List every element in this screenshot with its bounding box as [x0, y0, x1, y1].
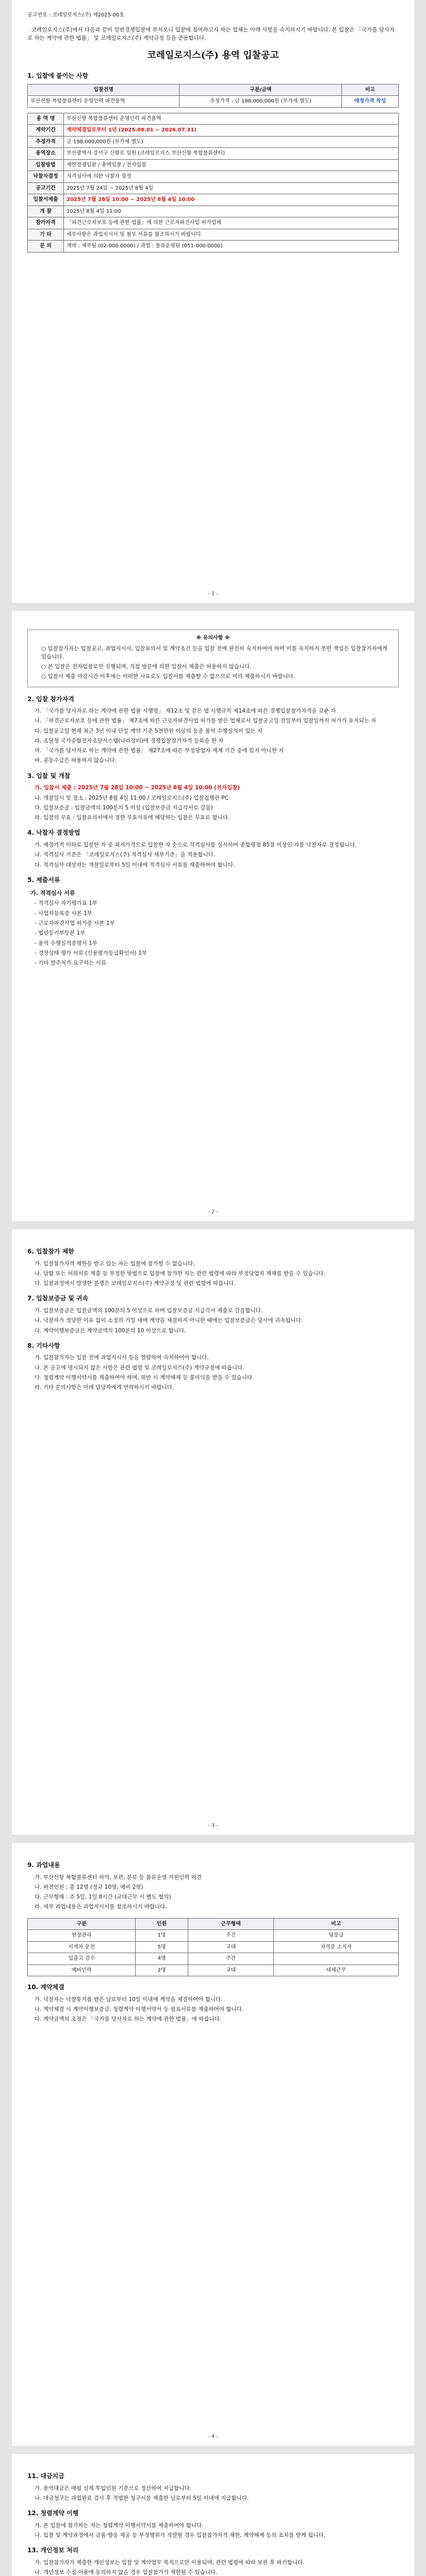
doc-item: - 법인등기부등본 1부 — [35, 930, 86, 937]
doc-item: - 적격심사 자기평가표 1부 — [35, 900, 97, 907]
section-line: 가. 입찰참가자는 입찰 전에 과업지시서 등을 열람하여 숙지하여야 합니다. — [35, 1354, 209, 1361]
staffing-header: 비고 — [274, 1918, 399, 1930]
section-line: 나. 개인정보 수집·이용에 동의하지 않을 경우 입찰참가가 제한될 수 있습니다. — [35, 2569, 218, 2576]
section-line: 나. 파견인원 : 총 12명 (정규 10명, 예비 2명) — [35, 1884, 143, 1890]
row-value: 계약 : 재무팀 (02-000-0000) / 과업 : 물류운영팀 (051-000-0000) — [64, 241, 399, 252]
table-cell: 현장관리 — [28, 1930, 136, 1942]
row-label: 입찰방법 — [28, 159, 64, 171]
doc-item: - 용역 수행실적증명서 1부 — [35, 940, 97, 946]
row-label: 기 타 — [28, 229, 64, 241]
document-page-4 — [12, 1843, 414, 2446]
summary-table — [27, 84, 399, 108]
section-line: 라. 기타 문의사항은 아래 담당자에게 연락하시기 바랍니다. — [35, 1384, 174, 1391]
row-label: 참가자격 — [28, 217, 64, 229]
row-label: 계약기간 — [28, 125, 64, 137]
table-row — [28, 1930, 399, 1942]
section-8-title: 8. 기타사항 — [27, 1342, 60, 1349]
page-number: - 4 - — [208, 2433, 218, 2439]
staffing-header: 구분 — [28, 1918, 136, 1930]
table-cell: 교대 — [188, 1964, 273, 1976]
row-label: 용역장소 — [28, 148, 64, 160]
page-number: - 2 - — [208, 1209, 218, 1215]
page-number: - 3 - — [208, 1822, 218, 1828]
section-line: 나. 대금청구는 과업완료 검사 후 적법한 청구서를 제출한 날로부터 5일 이내에 지급합니다. — [35, 2495, 249, 2501]
section-1-title: 1. 입찰에 붙이는 사항 — [27, 72, 89, 79]
row-label: 추정가격 — [28, 136, 64, 148]
table-cell: 2명 — [136, 1964, 188, 1976]
section-4-title: 4. 낙찰자 결정방법 — [27, 829, 80, 837]
table-cell: 예비인력 — [28, 1964, 136, 1976]
document-page-1 — [12, 0, 414, 603]
staffing-table — [27, 1918, 399, 1977]
section-line: 다. 근무형태 : 주 5일, 1일 8시간 (교대근무 시 별도 협의) — [35, 1894, 171, 1901]
section-11-title: 11. 대금지급 — [27, 2472, 64, 2480]
section-line: 다. 계약이행보증금은 계약금액의 100분의 10 이상으로 합니다. — [35, 1327, 186, 1334]
section-line: 나. 본 공고에 명시되지 않은 사항은 관련 법령 및 코레일로지스(주) 계약규정에 따릅니다. — [35, 1364, 244, 1371]
staffing-header: 인원 — [136, 1918, 188, 1930]
section-line: 나. 담합 또는 허위서류 제출 등 부정한 방법으로 입찰에 참가한 자는 관련 법령에 따라 부정당업자 제재를 받을 수 있습니다. — [35, 1270, 325, 1277]
section-line: 나. 입찰 및 계약과정에서 금품·향응 제공 등 부정행위가 적발될 경우 입찰참가자격 제한, 계약해제 등의 조치를 받게 됩니다. — [35, 2532, 325, 2538]
section-line: 가. 낙찰자는 낙찰통지를 받은 날로부터 10일 이내에 계약을 체결하여야 합니다. — [35, 1996, 223, 2003]
notice-number: 공고번호 : 코레일로지스(주) 제2025-00호 — [27, 12, 125, 18]
doc-item: - 기타 발주처가 요구하는 서류 — [35, 960, 106, 967]
section-line: 라. 세부 과업내용은 과업지시서를 참조하시기 바랍니다. — [35, 1904, 167, 1910]
section-line: 마. 「국가를 당사자로 하는 계약에 관한 법률」 제27조에 따른 부정당업자 제재 기간 중에 있지 아니한 자 — [35, 748, 284, 754]
document-page-5 — [12, 2454, 414, 2576]
section-7-title: 7. 입찰보증금 및 귀속 — [27, 1295, 89, 1302]
table-row — [28, 1953, 399, 1965]
section-line: 나. 개찰일시 및 장소 : 2025년 8월 4일 11:00 / 코레일로지스(주) 입찰집행관 PC — [35, 794, 228, 801]
section-9-title: 9. 과업내용 — [27, 1861, 60, 1869]
summary-header: 입찰건명 — [28, 84, 179, 96]
section-line: 다. 적격심사 대상자는 개찰일로부터 5일 이내에 적격심사 서류를 제출하여야 합니다. — [35, 861, 235, 868]
page-number: - 1 - — [208, 590, 218, 597]
table-cell: 5명 — [136, 1941, 188, 1953]
section-line: 라. 조달청 국가종합전자조달시스템(나라장터)에 경쟁입찰참가자격 등록을 한 자 — [35, 737, 224, 744]
row-value: 부산신항 복합물류센터 운영인력 파견용역 — [64, 113, 399, 125]
row-label: 입찰서제출 — [28, 194, 64, 206]
table-cell: 1명 — [136, 1930, 188, 1942]
table-cell: 자격증 소지자 — [274, 1941, 399, 1953]
doc-item: - 근로자파견사업 허가증 사본 1부 — [35, 920, 115, 926]
table-cell: 4명 — [136, 1953, 188, 1965]
section-line: 가. 「국가를 당사자로 하는 계약에 관한 법률 시행령」 제12조 및 같은 법 시행규칙 제14조에 따른 경쟁입찰참가자격을 갖춘 자 — [35, 708, 336, 715]
section-13-title: 13. 개인정보 처리 — [27, 2547, 79, 2554]
section-5-title: 5. 제출서류 — [27, 876, 60, 884]
row-label: 용 역 명 — [28, 113, 64, 125]
section-line: 가. 부산신항 복합물류센터 하역, 보관, 분류 등 물류운영 지원인력 파견 — [35, 1874, 202, 1880]
summary-note: 예정가격 작성 — [342, 96, 399, 108]
row-value: 적격심사에 의한 낙찰자 결정 — [64, 171, 399, 183]
details-table — [27, 113, 399, 252]
row-value: 2025년 7월 24일 ~ 2025년 8월 4일 — [64, 182, 399, 194]
table-cell: 주간 — [188, 1930, 273, 1942]
document-title: 코레일로지스(주) 용역 입찰공고 — [147, 50, 279, 61]
doc-item: - 경영상태 평가 서류 (신용평가등급확인서) 1부 — [35, 950, 147, 956]
section-sub: 가. 적격심사 서류 — [30, 890, 75, 897]
section-line: 다. 계약금액의 조정은 「국가를 당사자로 하는 계약에 관한 법률」에 따릅니다. — [35, 2016, 222, 2023]
notice-line: ○ 본 입찰은 전자입찰로만 진행되며, 직접 방문에 의한 입찰서 제출은 허용하지 않습니다. — [41, 664, 252, 670]
section-line: 나. 「파견근로자보호 등에 관한 법률」 제7조에 따른 근로자파견사업 허가를 받은 업체로서 입찰공고일 전일부터 입찰일까지 허가가 유지되는 자 — [35, 718, 376, 724]
section-line: 다. 입찰과정에서 발생한 분쟁은 코레일로지스(주) 계약규정 및 관련 법령에 따릅니다. — [35, 1280, 236, 1287]
notice-title: ※ 유의사항 ※ — [196, 635, 230, 641]
section-10-title: 10. 계약체결 — [27, 1984, 64, 1991]
table-row — [28, 1964, 399, 1976]
section-2-title: 2. 입찰 참가자격 — [27, 695, 74, 703]
row-label: 개 찰 — [28, 206, 64, 217]
summary-name: 부산신항 복합물류센터 운영인력 파견용역 — [28, 96, 179, 108]
document-page-2 — [12, 611, 414, 1221]
section-line: 나. 계약체결 시 계약이행보증금, 청렴계약 이행서약서 등 필요서류를 제출하여야 합니다. — [35, 2006, 244, 2013]
table-cell: 지게차 운전 — [28, 1941, 136, 1953]
section-line: 다. 입찰보증금 : 입찰금액의 100분의 5 이상 (입찰보증금 지급각서로 갈음) — [35, 804, 213, 811]
section-line: 나. 적격심사 기준은 「코레일로지스(주) 적격심사 세부기준」을 적용합니다. — [35, 852, 216, 858]
row-label: 공고기간 — [28, 182, 64, 194]
section-line: 다. 입찰공고일 현재 최근 3년 이내 단일 계약 기준 5천만원 이상의 동종 용역 수행실적이 있는 자 — [35, 727, 263, 734]
section-line: 나. 낙찰자가 정당한 이유 없이 소정의 기일 내에 계약을 체결하지 아니한 때에는 입찰보증금은 당사에 귀속됩니다. — [35, 1317, 303, 1324]
row-value: 제한경쟁입찰 / 총액입찰 / 전자입찰 — [64, 159, 399, 171]
row-value: 부산광역시 강서구 신항로 일원 (코레일로지스 부산신항 복합물류센터) — [64, 148, 399, 160]
row-value: 「파견근로자보호 등에 관한 법률」에 의한 근로자파견사업 허가업체 — [64, 217, 399, 229]
row-value: 금 198,000,000원 (부가세 별도) — [64, 136, 399, 148]
row-value: 세부사항은 과업지시서 및 첨부 서류를 참조하시기 바랍니다. — [64, 229, 399, 241]
summary-header: 비고 — [342, 84, 399, 96]
section-line: 가. 입찰참가자가 제출한 개인정보는 입찰 및 계약업무 목적으로만 이용되며, 관련 법령에 따라 보관 후 파기합니다. — [35, 2559, 305, 2566]
section-6-title: 6. 입찰참가 제한 — [27, 1248, 74, 1255]
row-value: 2025년 7월 28일 10:00 ~ 2025년 8월 4일 10:00 — [64, 194, 399, 206]
notice-line: ○ 입찰참가자는 입찰공고, 과업지시서, 입찰유의서 및 계약조건 등을 입찰 전에 완전히 숙지하여야 하며 이를 숙지하지 못한 책임은 입찰참가자에게 있습니다. — [41, 645, 388, 660]
table-row — [28, 1941, 399, 1953]
section-12-title: 12. 청렴계약 이행 — [27, 2510, 79, 2517]
section-line: 가. 본 입찰에 참가하는 자는 청렴계약 이행서약서를 제출하여야 합니다. — [35, 2522, 204, 2529]
intro-text: 코레일로지스(주)에서 다음과 같이 일반경쟁입찰에 부치오니 입찰에 참여하고자 하는 업체는 아래 사항을 숙지하시기 바랍니다. 본 입찰은 「국가를 당사자로 하는 계약에 관한 법률」 및 코레일로지스(주) 계약규정 등을 준용합니다. — [27, 26, 395, 41]
table-cell — [274, 1953, 399, 1965]
summary-amount: 추정가격 : 금 198,000,000원 (부가세 별도) — [179, 96, 342, 108]
summary-header: 구분/금액 — [179, 84, 342, 96]
section-line: 라. 입찰의 무효 : 입찰유의서에서 정한 무효사유에 해당하는 입찰은 무효로 합니다. — [35, 815, 230, 821]
notice-box — [27, 630, 399, 687]
row-value: 2025년 8월 4일 11:00 — [64, 206, 399, 217]
row-value: 계약체결일로부터 1년 (2025.08.01 ~ 2026.07.31) — [64, 125, 399, 137]
table-cell: 대체근무 — [274, 1964, 399, 1976]
section-line: 가. 입찰보증금은 입찰금액의 100분의 5 이상으로 하며 입찰보증금 지급각서 제출로 갈음합니다. — [35, 1307, 263, 1314]
table-cell: 팀장급 — [274, 1930, 399, 1942]
table-cell: 교대 — [188, 1941, 273, 1953]
table-cell: 입출고 검수 — [28, 1953, 136, 1965]
section-line: 가. 입찰참가자격 제한을 받고 있는 자는 입찰에 참가할 수 없습니다. — [35, 1260, 195, 1267]
notice-line: ○ 입찰서 제출 마감시간 이후에는 어떠한 사유로도 입찰서를 제출할 수 없으므로 미리 제출하시기 바랍니다. — [41, 673, 296, 680]
section-line: 가. 용역대금은 매월 실제 투입인원 기준으로 정산하여 지급합니다. — [35, 2485, 191, 2492]
row-label: 문 의 — [28, 241, 64, 252]
staffing-header: 근무형태 — [188, 1918, 273, 1930]
section-3-title: 3. 입찰 및 개찰 — [27, 772, 71, 779]
section-line: 가. 입찰서 제출 : 2025년 7월 28일 10:00 ~ 2025년 8월 4일 10:00 (전자입찰) — [35, 785, 240, 791]
row-label: 낙찰자결정 — [28, 171, 64, 183]
section-line: 다. 청렴계약 이행서약서를 제출하여야 하며, 위반 시 계약해제 등 불이익을 받을 수 있습니다. — [35, 1374, 254, 1381]
doc-item: - 사업자등록증 사본 1부 — [35, 910, 92, 917]
section-line: 바. 공동수급은 허용하지 않습니다. — [35, 757, 117, 764]
section-line: 가. 예정가격 이하로 입찰한 자 중 최저가격으로 입찰한 자 순으로 적격심사를 실시하여 종합평점 85점 이상인 자를 낙찰자로 결정합니다. — [35, 842, 357, 848]
table-cell: 주간 — [188, 1953, 273, 1965]
document-page-3 — [12, 1229, 414, 1835]
